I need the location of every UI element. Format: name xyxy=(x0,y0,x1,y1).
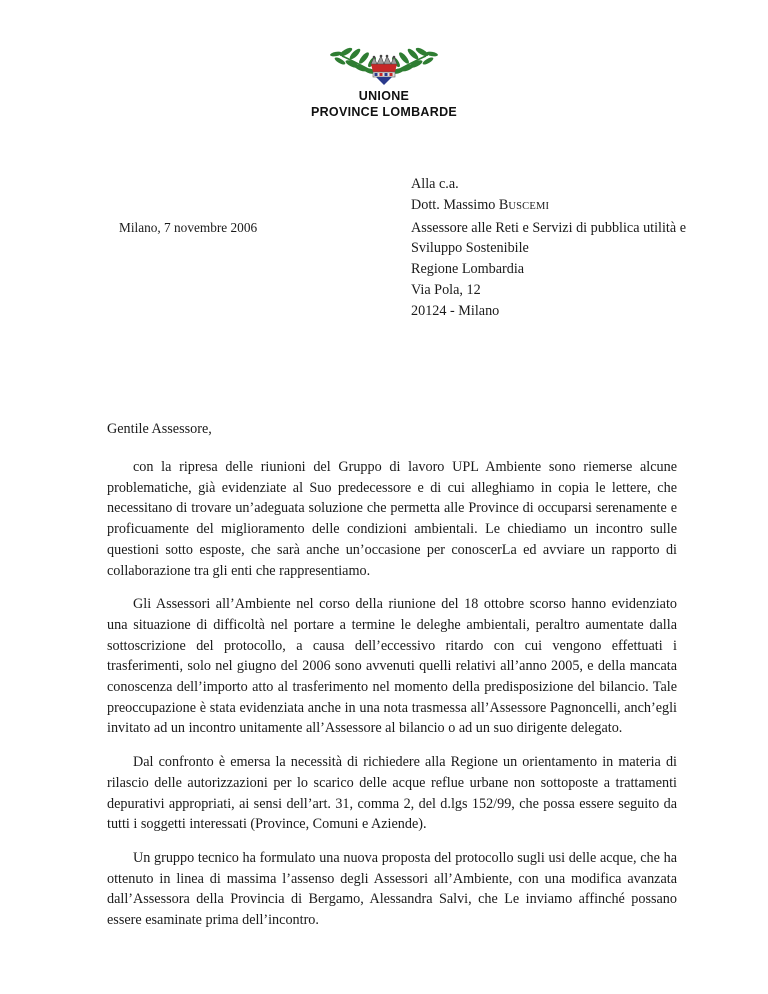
body-paragraph-1: con la ripresa delle riunioni del Gruppo di lavoro UPL Ambiente sono riemerse alcune problematiche, già evidenziate al Suo predecessore e di cui alleghiamo in copia le lettere, che necessitano di trovare un’adeguata soluzione che permetta alle Province di occuparsi serenamente e proficuamente del miglioramento delle condizioni ambientali. Le chiediamo un incontro sulle questioni sotto esposte, che sarà anche un’occasione per conoscerLa ed avviare un rapporto di collaborazione tra gli enti che rappresentiamo. xyxy=(107,459,677,579)
letter-body xyxy=(107,457,677,944)
recipient-name-prefix: Dott. Massimo B xyxy=(411,196,509,213)
letterhead xyxy=(0,42,768,120)
body-paragraph-3: Dal confronto è emersa la necessità di richiedere alla Regione un orientamento in materia di rilascio delle autorizzazioni per lo scarico delle acque reflue urbane non sottoposte a trattamenti depurativi appropriati, ai sensi dell’art. 31, comma 2, del d.lgs 152/99, che possa essere seguito da tutti i soggetti interessati (Province, Comuni e Aziende). xyxy=(107,754,677,833)
recipient-name-smallcaps: USCEMI xyxy=(508,200,550,212)
recipient-role-line-1: Assessore alle Reti e Servizi di pubblica utilità e xyxy=(411,219,687,236)
logo-line-2: PROVINCE LOMBARDE xyxy=(310,105,458,119)
body-paragraph-4: Un gruppo tecnico ha formulato una nuova proposta del protocollo sugli usi delle acque, che ha ottenuto in linea di massima l’assenso degli Assessori all’Ambiente, con una modifica avanzata dall’Assessora della Provincia di Bergamo, Alessandra Salvi, che Le inviamo affinché possano essere esaminate prima dell’incontro. xyxy=(107,849,677,929)
recipient-street: Via Pola, 12 xyxy=(411,281,481,298)
place-date: Milano, 7 novembre 2006 xyxy=(119,220,258,235)
recipient-attention-line: Alla c.a. xyxy=(411,176,459,192)
body-paragraph-2: Gli Assessori all’Ambiente nel corso della riunione del 18 ottobre scorso hanno evidenziato una situazione di difficoltà nel portare a termine le deleghe ambientali, peraltro aumentate dalla sottoscrizione del protocollo, a causa dell’eccessivo ritardo con cui vengono effettuati i trasferimenti, solo nel giugno del 2006 sono avvenuti quelli relativi all’anno 2005, e della mancata conoscenza dell’importo atto al trasferimento nel momento della predisposizione del bilancio. Tale preoccupazione è stata evidenziata anche in una nota trasmessa all’Assessore Pagnoncelli, anch’egli invitato ad un incontro unitamente all’Assessore al bilancio o ad un suo dirigente delegato. xyxy=(107,596,677,737)
recipient-role-line-2: Sviluppo Sostenibile xyxy=(411,240,529,257)
logo-line-1: UNIONE xyxy=(358,89,410,103)
crown-icon xyxy=(371,55,397,85)
recipient-organization: Regione Lombardia xyxy=(411,261,525,278)
upl-emblem-icon xyxy=(324,42,444,88)
recipient-address-block xyxy=(411,174,686,322)
recipient-city: 20124 - Milano xyxy=(411,302,500,319)
recipient-name xyxy=(411,195,686,218)
salutation: Gentile Assessore, xyxy=(107,421,212,437)
